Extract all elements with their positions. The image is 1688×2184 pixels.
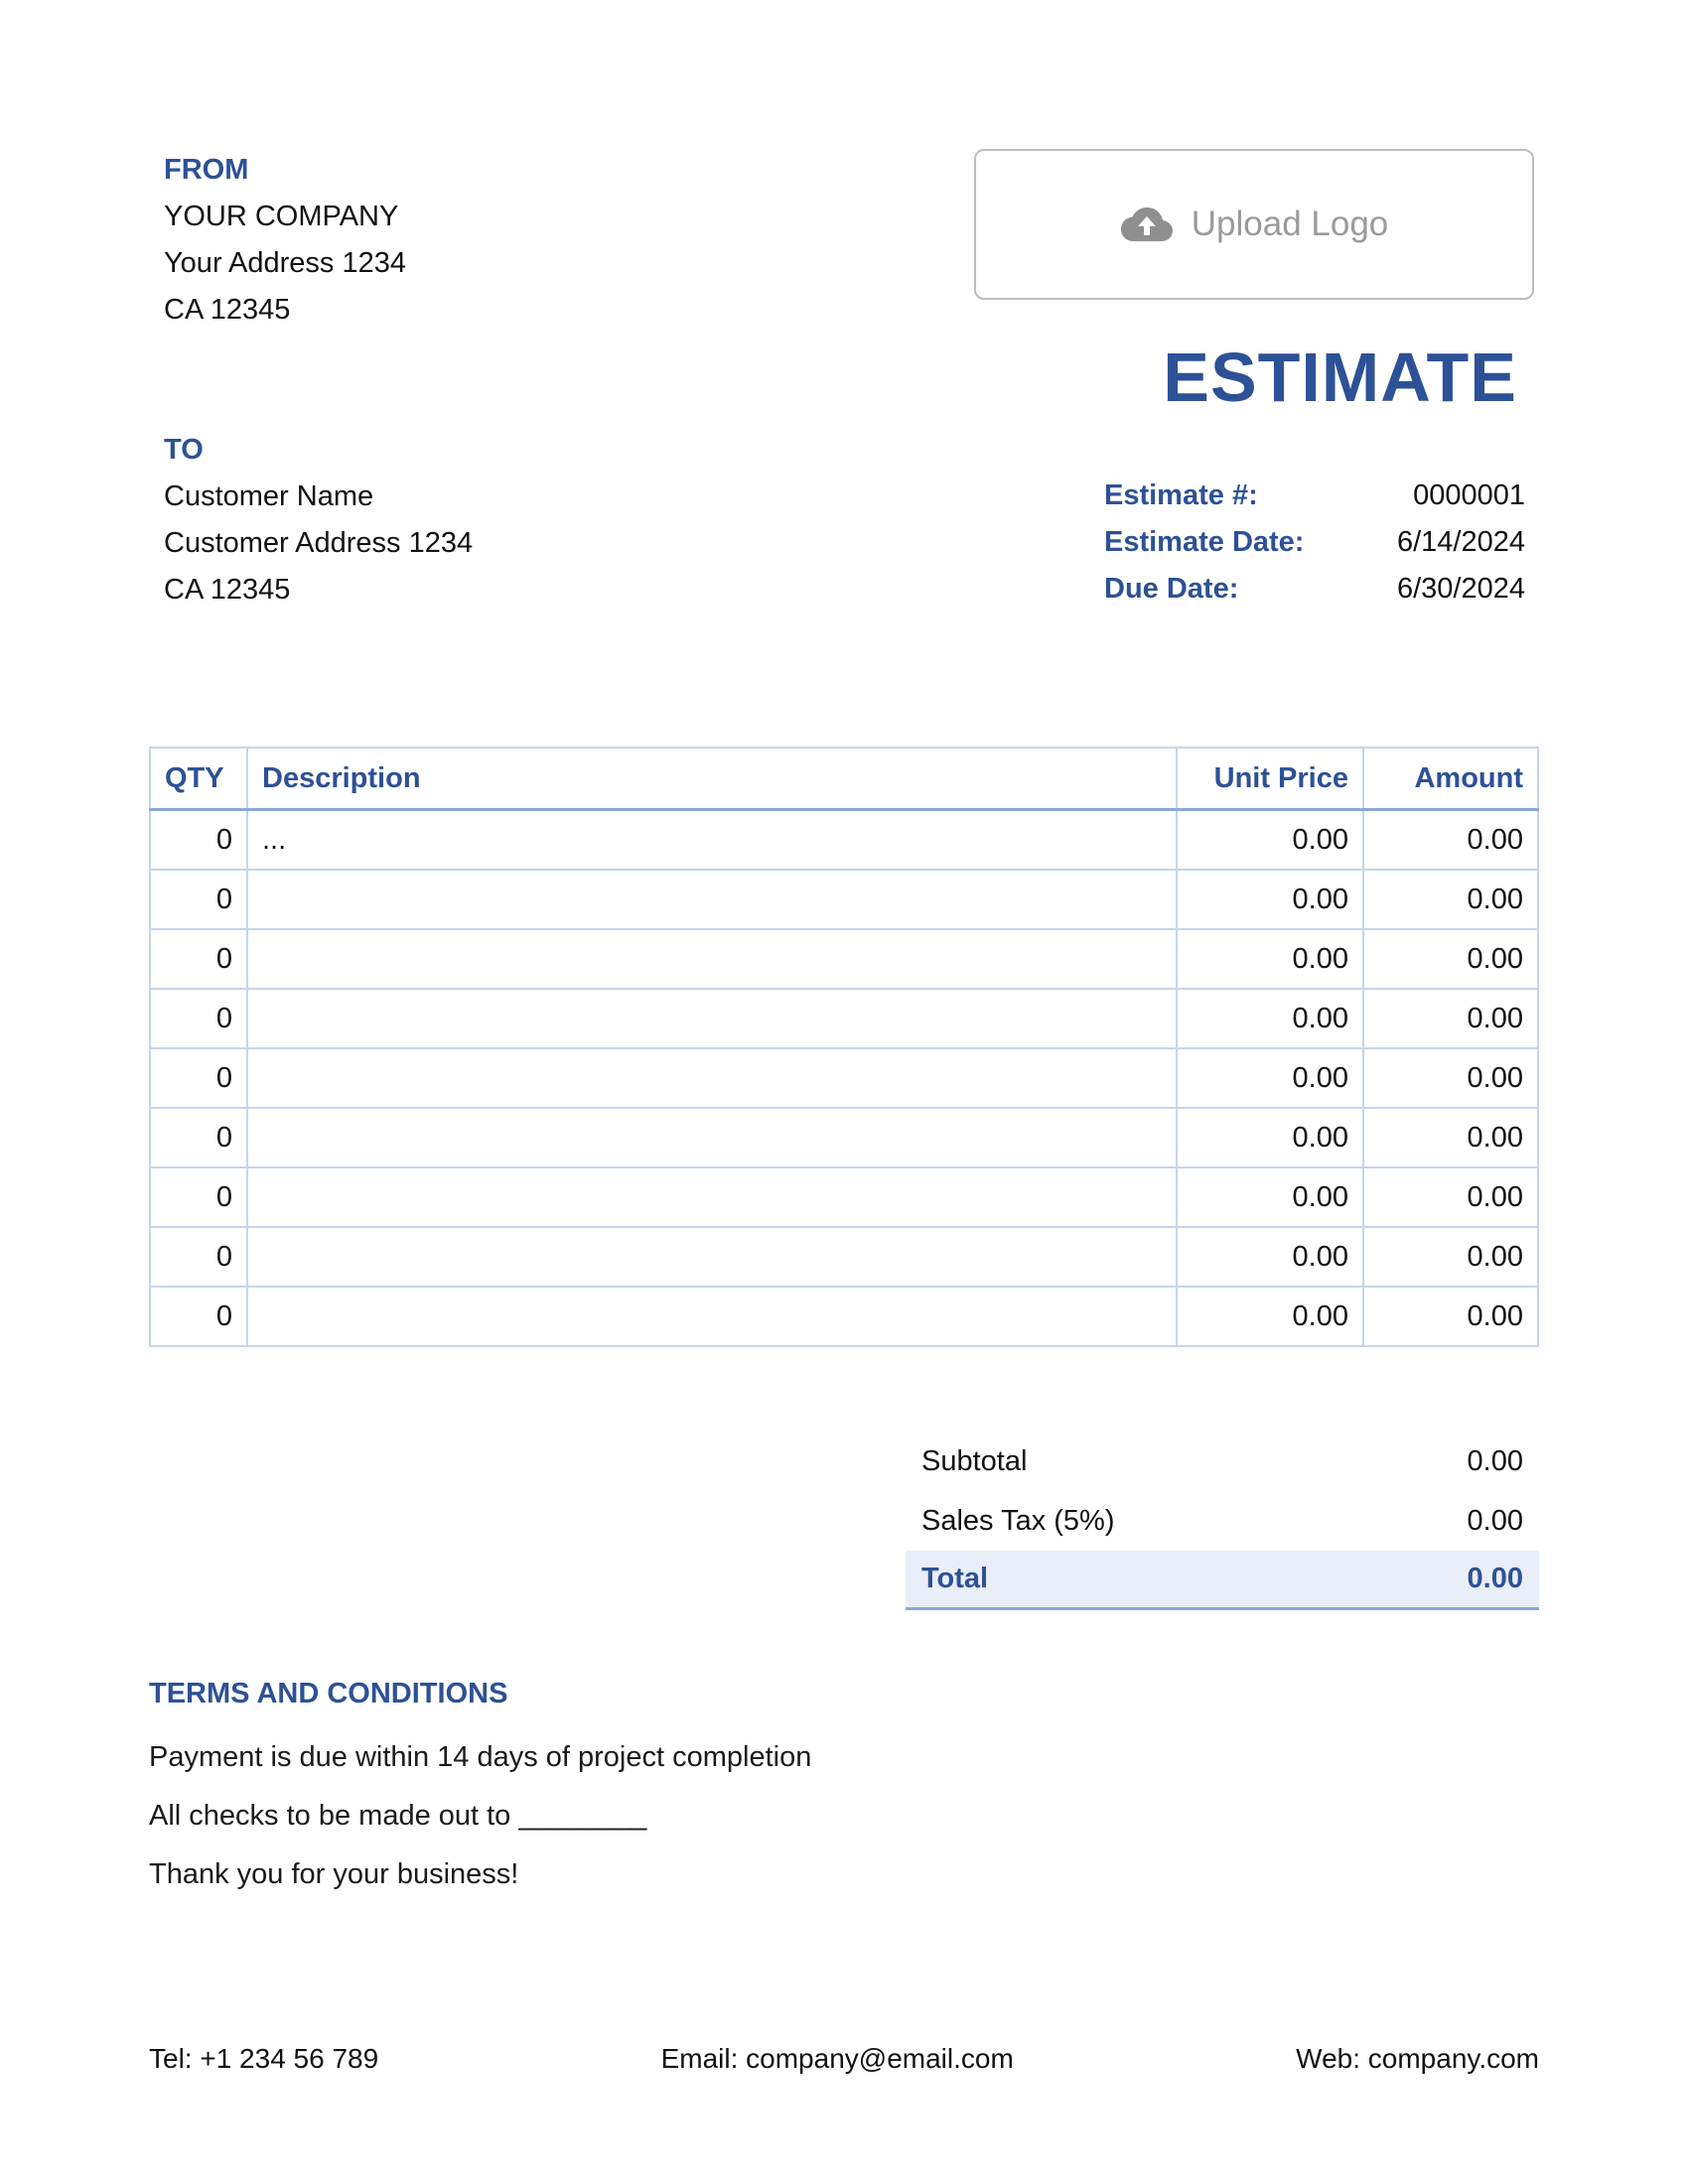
due-date-row	[1104, 566, 1525, 613]
estimate-date-row	[1104, 519, 1525, 566]
due-date-value[interactable]: 6/30/2024	[1396, 573, 1525, 605]
qty-cell[interactable]: 0	[150, 1108, 247, 1167]
table-row	[150, 929, 1538, 989]
from-company[interactable]: YOUR COMPANY	[164, 201, 399, 232]
amount-cell: 0.00	[1363, 929, 1538, 989]
amount-cell: 0.00	[1363, 989, 1538, 1048]
unit-price-cell[interactable]: 0.00	[1177, 810, 1363, 871]
qty-cell[interactable]: 0	[150, 929, 247, 989]
description-cell[interactable]	[247, 1048, 1177, 1108]
footer-web[interactable]: Web: company.com	[1296, 2043, 1539, 2074]
subtotal-value: 0.00	[1467, 1444, 1523, 1477]
from-city[interactable]: CA 12345	[164, 294, 291, 326]
from-address[interactable]: Your Address 1234	[164, 247, 407, 279]
tax-row	[906, 1491, 1539, 1551]
total-value: 0.00	[1467, 1563, 1523, 1594]
estimate-number-value[interactable]: 0000001	[1413, 479, 1525, 511]
unit-price-cell[interactable]: 0.00	[1177, 1227, 1363, 1287]
unit-price-cell[interactable]: 0.00	[1177, 989, 1363, 1048]
customer-city[interactable]: CA 12345	[164, 574, 291, 606]
unit-price-cell[interactable]: 0.00	[1177, 1287, 1363, 1346]
from-section	[164, 147, 406, 334]
customer-address[interactable]: Customer Address 1234	[164, 527, 474, 559]
estimate-number-label: Estimate #:	[1104, 479, 1258, 511]
terms-line[interactable]: All checks to be made out to ________	[149, 1800, 647, 1832]
description-cell[interactable]	[247, 1227, 1177, 1287]
table-row	[150, 1287, 1538, 1346]
line-items-table	[149, 747, 1539, 1347]
estimate-number-row	[1104, 473, 1525, 519]
qty-cell[interactable]: 0	[150, 1048, 247, 1108]
header-description: Description	[247, 748, 1177, 810]
subtotal-row	[906, 1432, 1539, 1491]
footer	[149, 2043, 1539, 2075]
to-label: TO	[164, 434, 204, 466]
header-amount: Amount	[1363, 748, 1538, 810]
description-cell[interactable]	[247, 1108, 1177, 1167]
qty-cell[interactable]: 0	[150, 870, 247, 929]
table-row	[150, 989, 1538, 1048]
table-row	[150, 1167, 1538, 1227]
totals-section	[906, 1432, 1539, 1610]
description-cell[interactable]	[247, 870, 1177, 929]
footer-tel[interactable]: Tel: +1 234 56 789	[149, 2043, 379, 2074]
terms-section	[149, 1678, 811, 1904]
unit-price-cell[interactable]: 0.00	[1177, 870, 1363, 929]
unit-price-cell[interactable]: 0.00	[1177, 929, 1363, 989]
description-cell[interactable]	[247, 1287, 1177, 1346]
amount-cell: 0.00	[1363, 1108, 1538, 1167]
unit-price-cell[interactable]: 0.00	[1177, 1108, 1363, 1167]
table-row	[150, 1227, 1538, 1287]
terms-heading: TERMS AND CONDITIONS	[149, 1678, 508, 1709]
table-row	[150, 1048, 1538, 1108]
terms-line[interactable]: Payment is due within 14 days of project completion	[149, 1741, 812, 1773]
estimate-date-value[interactable]: 6/14/2024	[1396, 526, 1525, 558]
qty-cell[interactable]: 0	[150, 810, 247, 871]
qty-cell[interactable]: 0	[150, 989, 247, 1048]
document-title: ESTIMATE	[1163, 339, 1517, 416]
upload-logo-button[interactable]	[974, 149, 1534, 300]
subtotal-label: Subtotal	[921, 1444, 1028, 1477]
description-cell[interactable]: ...	[247, 810, 1177, 871]
customer-name[interactable]: Customer Name	[164, 480, 374, 512]
qty-cell[interactable]: 0	[150, 1287, 247, 1346]
unit-price-cell[interactable]: 0.00	[1177, 1167, 1363, 1227]
description-cell[interactable]	[247, 1167, 1177, 1227]
amount-cell: 0.00	[1363, 1287, 1538, 1346]
description-cell[interactable]	[247, 989, 1177, 1048]
table-row	[150, 870, 1538, 929]
tax-label: Sales Tax (5%)	[921, 1504, 1115, 1537]
header-qty: QTY	[150, 748, 247, 810]
unit-price-cell[interactable]: 0.00	[1177, 1048, 1363, 1108]
amount-cell: 0.00	[1363, 1048, 1538, 1108]
qty-cell[interactable]: 0	[150, 1227, 247, 1287]
total-row	[906, 1551, 1539, 1610]
qty-cell[interactable]: 0	[150, 1167, 247, 1227]
estimate-date-label: Estimate Date:	[1104, 526, 1305, 558]
estimate-meta	[1104, 473, 1525, 613]
table-header-row	[150, 748, 1538, 810]
due-date-label: Due Date:	[1104, 573, 1239, 605]
table-row	[150, 1108, 1538, 1167]
amount-cell: 0.00	[1363, 1227, 1538, 1287]
header-unit-price: Unit Price	[1177, 748, 1363, 810]
amount-cell: 0.00	[1363, 1167, 1538, 1227]
tax-value: 0.00	[1467, 1504, 1523, 1537]
cloud-upload-icon	[1120, 205, 1174, 244]
amount-cell: 0.00	[1363, 870, 1538, 929]
terms-line[interactable]: Thank you for your business!	[149, 1858, 519, 1890]
table-row	[150, 810, 1538, 871]
amount-cell: 0.00	[1363, 810, 1538, 871]
upload-logo-label: Upload Logo	[1191, 205, 1389, 243]
total-label: Total	[921, 1563, 989, 1594]
footer-email[interactable]: Email: company@email.com	[660, 2043, 1014, 2074]
to-section	[164, 427, 473, 614]
description-cell[interactable]	[247, 929, 1177, 989]
from-label: FROM	[164, 154, 249, 186]
